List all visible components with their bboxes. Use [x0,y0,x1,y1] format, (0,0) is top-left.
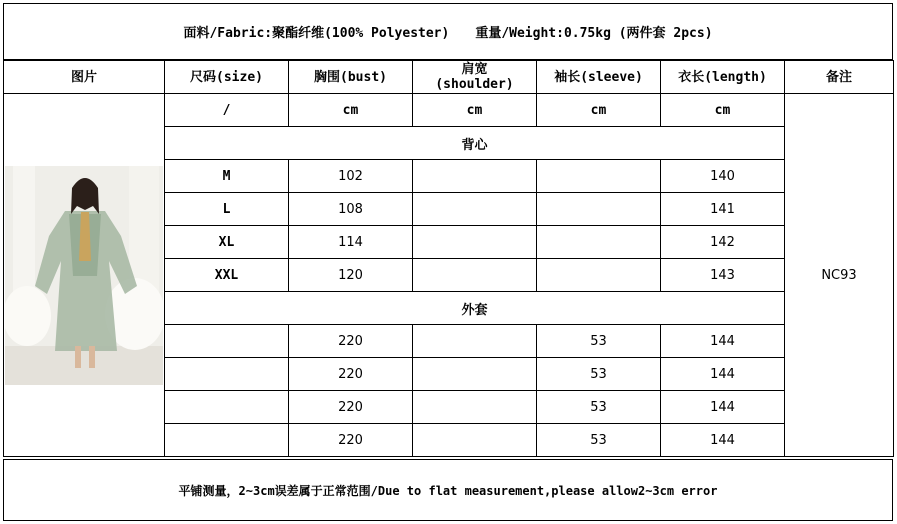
product-photo [5,166,163,385]
shoulder-cell [413,424,537,457]
sleeve-cell [537,193,661,226]
section-vest-label: 背心 [165,127,785,160]
shoulder-cell [413,259,537,292]
length-cell: 144 [661,325,785,358]
unit-size: / [165,94,289,127]
fabric-weight-header [3,3,893,60]
unit-length: cm [661,94,785,127]
bust-cell: 220 [289,391,413,424]
shoulder-header-line2: (shoulder) [435,77,514,92]
sleeve-cell [537,226,661,259]
col-note-header: 备注 [785,61,894,94]
unit-shoulder: cm [413,94,537,127]
weight-text: 重量/Weight:0.75kg (两件套 2pcs) [475,26,713,41]
size-chart-table [3,60,894,457]
shoulder-cell [413,325,537,358]
size-cell: XL [165,226,289,259]
section-coat-label: 外套 [165,292,785,325]
shoulder-cell [413,193,537,226]
bust-cell: 114 [289,226,413,259]
shoulder-cell [413,391,537,424]
length-cell: 141 [661,193,785,226]
shoulder-cell [413,226,537,259]
length-cell: 143 [661,259,785,292]
col-photo-header: 图片 [4,61,165,94]
unit-sleeve: cm [537,94,661,127]
unit-bust: cm [289,94,413,127]
size-cell [165,424,289,457]
model-in-dress-image [5,166,163,385]
bust-cell: 120 [289,259,413,292]
sleeve-cell [537,259,661,292]
size-cell: L [165,193,289,226]
length-cell: 142 [661,226,785,259]
note-cell: NC93 [785,94,894,457]
bust-cell: 220 [289,325,413,358]
shoulder-cell [413,160,537,193]
col-shoulder-header [413,61,537,94]
sleeve-cell: 53 [537,325,661,358]
shoulder-header-line1: 肩宽 [461,62,488,77]
length-cell: 140 [661,160,785,193]
bust-cell: 102 [289,160,413,193]
size-cell: M [165,160,289,193]
header-row [4,61,894,94]
bust-cell: 220 [289,358,413,391]
size-cell [165,325,289,358]
shoulder-cell [413,358,537,391]
bust-cell: 220 [289,424,413,457]
col-sleeve-header: 袖长(sleeve) [537,61,661,94]
sleeve-cell: 53 [537,424,661,457]
col-length-header: 衣长(length) [661,61,785,94]
product-photo-cell [4,94,165,457]
sleeve-cell [537,160,661,193]
col-bust-header: 胸围(bust) [289,61,413,94]
size-cell [165,358,289,391]
size-cell [165,391,289,424]
length-cell: 144 [661,391,785,424]
unit-row [4,94,894,127]
sleeve-cell: 53 [537,391,661,424]
fabric-text: 面料/Fabric:聚酯纤维(100% Polyester) [183,26,450,41]
sleeve-cell: 53 [537,358,661,391]
length-cell: 144 [661,424,785,457]
bust-cell: 108 [289,193,413,226]
length-cell: 144 [661,358,785,391]
col-size-header: 尺码(size) [165,61,289,94]
size-cell: XXL [165,259,289,292]
measurement-note-footer: 平铺测量，2~3cm误差属于正常范围/Due to flat measurement,please allow2~3cm error [3,459,893,521]
